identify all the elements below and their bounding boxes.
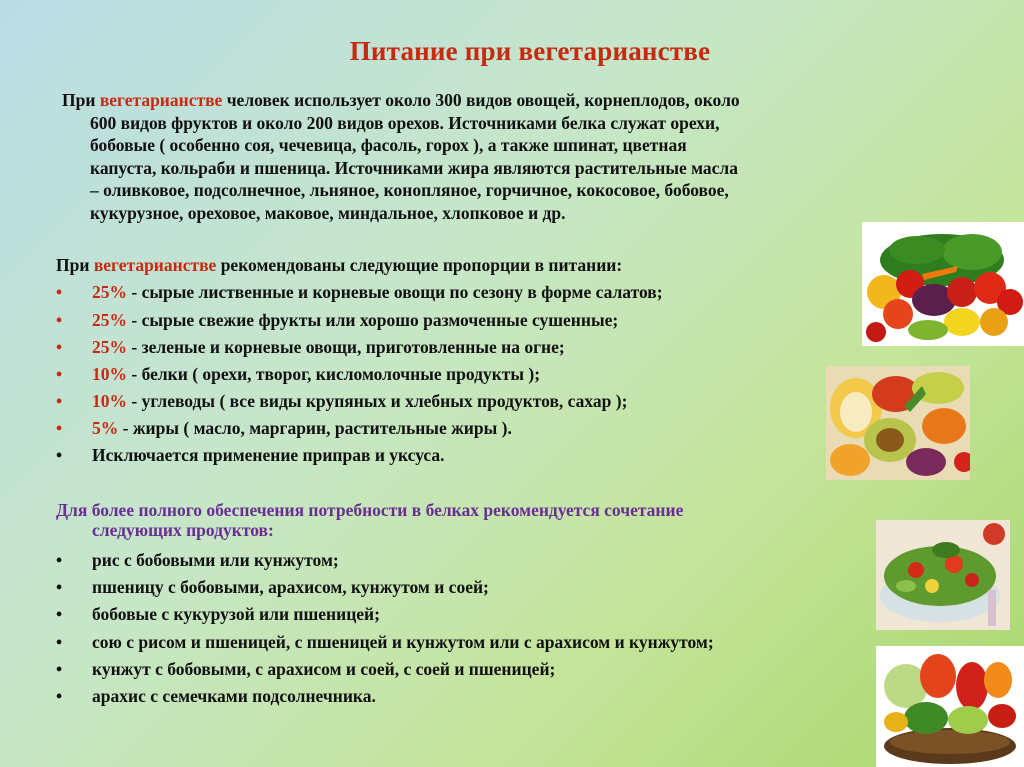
proportion-percent: 25% xyxy=(92,282,127,302)
proportion-item xyxy=(92,445,445,466)
proportion-percent: 25% xyxy=(92,310,127,330)
bullet: • xyxy=(56,418,63,438)
proportion-item xyxy=(92,337,565,358)
intro-paragraph xyxy=(62,89,967,224)
bullet: • xyxy=(56,337,63,357)
protein-item: кунжут с бобовыми, с арахисом и соей, с соей и пшеницей; xyxy=(92,659,556,679)
proportion-text: - зеленые и корневые овощи, приготовленные на огне; xyxy=(127,337,565,357)
proportion-item xyxy=(92,418,512,439)
protein-heading-line-2: следующих продуктов: xyxy=(92,520,274,540)
vegetables-fruits-photo xyxy=(862,222,1024,346)
bullet: • xyxy=(56,604,63,624)
proportion-percent: 5% xyxy=(92,418,119,438)
bullet: • xyxy=(56,282,63,302)
proportion-text: - сырые лиственные и корневые овощи по сезону в форме салатов; xyxy=(127,282,663,302)
proportions-rest: рекомендованы следующие пропорции в питании: xyxy=(216,255,623,275)
intro-highlight: вегетарианстве xyxy=(99,90,223,110)
protein-item: пшеницу с бобовыми, арахисом, кунжутом и соей; xyxy=(92,577,489,597)
vegetable-basket-photo xyxy=(876,646,1024,767)
bullet: • xyxy=(56,445,63,465)
proportion-text: Исключается применение приправ и уксуса. xyxy=(92,445,445,465)
intro-line-1: человек использует около 300 видов овощей, корнеплодов, около xyxy=(222,90,740,110)
intro-line-5: – оливковое, подсолнечное, льняное, конопляное, горчичное, кокосовое, бобовое, xyxy=(90,180,729,200)
bullet: • xyxy=(56,632,63,652)
intro-prefix: При xyxy=(62,90,100,110)
tropical-fruits-photo xyxy=(826,366,970,480)
proportion-item xyxy=(92,391,627,412)
proportion-item xyxy=(92,364,540,385)
proportion-percent: 10% xyxy=(92,364,127,384)
proportions-prefix: При xyxy=(56,255,94,275)
bullet: • xyxy=(56,659,63,679)
proportion-text: - углеводы ( все виды крупяных и хлебных продуктов, сахар ); xyxy=(127,391,628,411)
bullet: • xyxy=(56,550,63,570)
bullet: • xyxy=(56,686,63,706)
protein-item: сою с рисом и пшеницей, с пшеницей и кунжутом или с арахисом и кунжутом; xyxy=(92,632,714,652)
intro-line-6: кукурузное, ореховое, маковое, миндальное, хлопковое и др. xyxy=(90,202,566,223)
bullet: • xyxy=(56,391,63,411)
proportion-item xyxy=(92,282,663,303)
proportion-text: - сырые свежие фрукты или хорошо размоченные сушенные; xyxy=(127,310,619,330)
proportion-percent: 25% xyxy=(92,337,127,357)
proportion-text: - белки ( орехи, творог, кисломолочные продукты ); xyxy=(127,364,541,384)
protein-item: бобовые с кукурузой или пшеницей; xyxy=(92,604,380,624)
intro-line-2: 600 видов фруктов и около 200 видов орехов. Источниками белка служат орехи, xyxy=(90,112,720,133)
proportions-highlight: вегетарианстве xyxy=(93,255,217,275)
protein-item: арахис с семечками подсолнечника. xyxy=(92,686,376,706)
bullet: • xyxy=(56,577,63,597)
protein-item: рис с бобовыми или кунжутом; xyxy=(92,550,339,570)
intro-line-4: капуста, кольраби и пшеница. Источниками жира являются растительные масла xyxy=(90,157,739,178)
proportions-intro xyxy=(56,255,622,276)
bullet: • xyxy=(56,364,63,384)
intro-line-3: бобовые ( особенно соя, чечевица, фасоль, горох ), а также шпинат, цветная xyxy=(90,135,687,155)
slide-title: Питание при вегетарианстве xyxy=(349,36,711,66)
salad-bowl-photo xyxy=(876,520,1010,630)
proportion-item xyxy=(92,310,618,331)
protein-heading-line-1: Для более полного обеспечения потребности в белках рекомендуется сочетание xyxy=(56,500,684,520)
proportion-percent: 10% xyxy=(92,391,127,411)
bullet: • xyxy=(56,310,63,330)
proportion-text: - жиры ( масло, маргарин, растительные жиры ). xyxy=(118,418,512,438)
